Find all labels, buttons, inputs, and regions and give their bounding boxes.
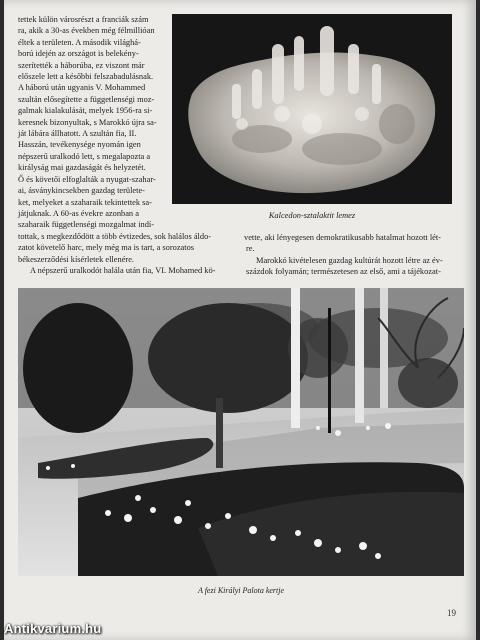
left-text-column: [18, 14, 216, 276]
text-line: szaharaik függetlenségi mozgalmat indí-: [18, 220, 155, 230]
text-line: ra, akik a 30-as években még félmillióan: [18, 26, 155, 36]
photo1-caption: Kalcedon-sztalaktit lemez: [268, 211, 356, 220]
text-line: Marokkó kivételesen gazdag kultúrát hozott létre az év-: [256, 255, 443, 265]
text-line: tettek külön városrészt a franciák szám: [18, 15, 149, 24]
text-line: békeszerződési kísérletek ellenére.: [18, 254, 135, 264]
page-number: 19: [447, 608, 456, 618]
chalcedony-stalactite-photo: [172, 14, 452, 204]
text-line: tottak, s megkezdődött a több évtizedes, sok halálos áldo-: [18, 231, 212, 241]
right-text-column: [246, 232, 454, 278]
text-line: százdok folyamán; természetesen az első, ami a tájékozat-: [246, 267, 441, 277]
text-line: zatot követelő harc, mely még ma is tart, a sorozatos: [18, 243, 195, 253]
text-line: ború idején az országot is belekény-: [18, 49, 139, 59]
text-line: A háború után ugyanis V. Mohammed: [18, 83, 146, 93]
book-page: [4, 0, 476, 640]
text-line: ket, melyeket a szaharaik tekintettek sa-: [18, 197, 152, 207]
text-line: Hasszán, tevékenysége nyomán igen: [18, 140, 141, 150]
text-line: előszele lett a későbbi felszabadulásnak.: [18, 72, 154, 82]
text-line: A népszerű uralkodót halála után fia, VI. Mohamed kö-: [30, 265, 216, 275]
text-line: szultán elősegítette a függetlenségi moz-: [18, 94, 155, 104]
text-line: ai, ásványkincsekben gazdag területe-: [18, 186, 145, 196]
text-line: re.: [246, 244, 255, 254]
text-line: galmak kialakulását, melyek 1956-ra si-: [18, 106, 153, 116]
royal-palace-garden-photo: [18, 288, 464, 576]
text-line: Ő és követői elfoglalták a nyugat-szahar-: [18, 174, 156, 184]
text-line: népszerű uralkodó lett, s megalapozta a: [18, 151, 151, 161]
text-line: keresnek bizonyultak, s Marokkó újra sa-: [18, 117, 157, 127]
text-line: szerítették a háborúba, ez viszont már: [18, 60, 145, 70]
photo2-caption: A fezi Királyi Palota kertje: [197, 586, 285, 595]
text-line: ját lábára állhatott. A szultán fia, II.: [18, 129, 137, 139]
text-line: vette, aki lényegesen demokratikusabb hatalmat hozott lét-: [244, 233, 441, 242]
text-line: királyság mai gazdaságát és helyzetét.: [18, 163, 146, 173]
text-line: játjuknak. A 60-as évekre azonban a: [18, 208, 139, 218]
text-line: éltek a területen. A második világhá-: [18, 37, 141, 47]
watermark: Antikvarium.hu: [4, 621, 102, 636]
